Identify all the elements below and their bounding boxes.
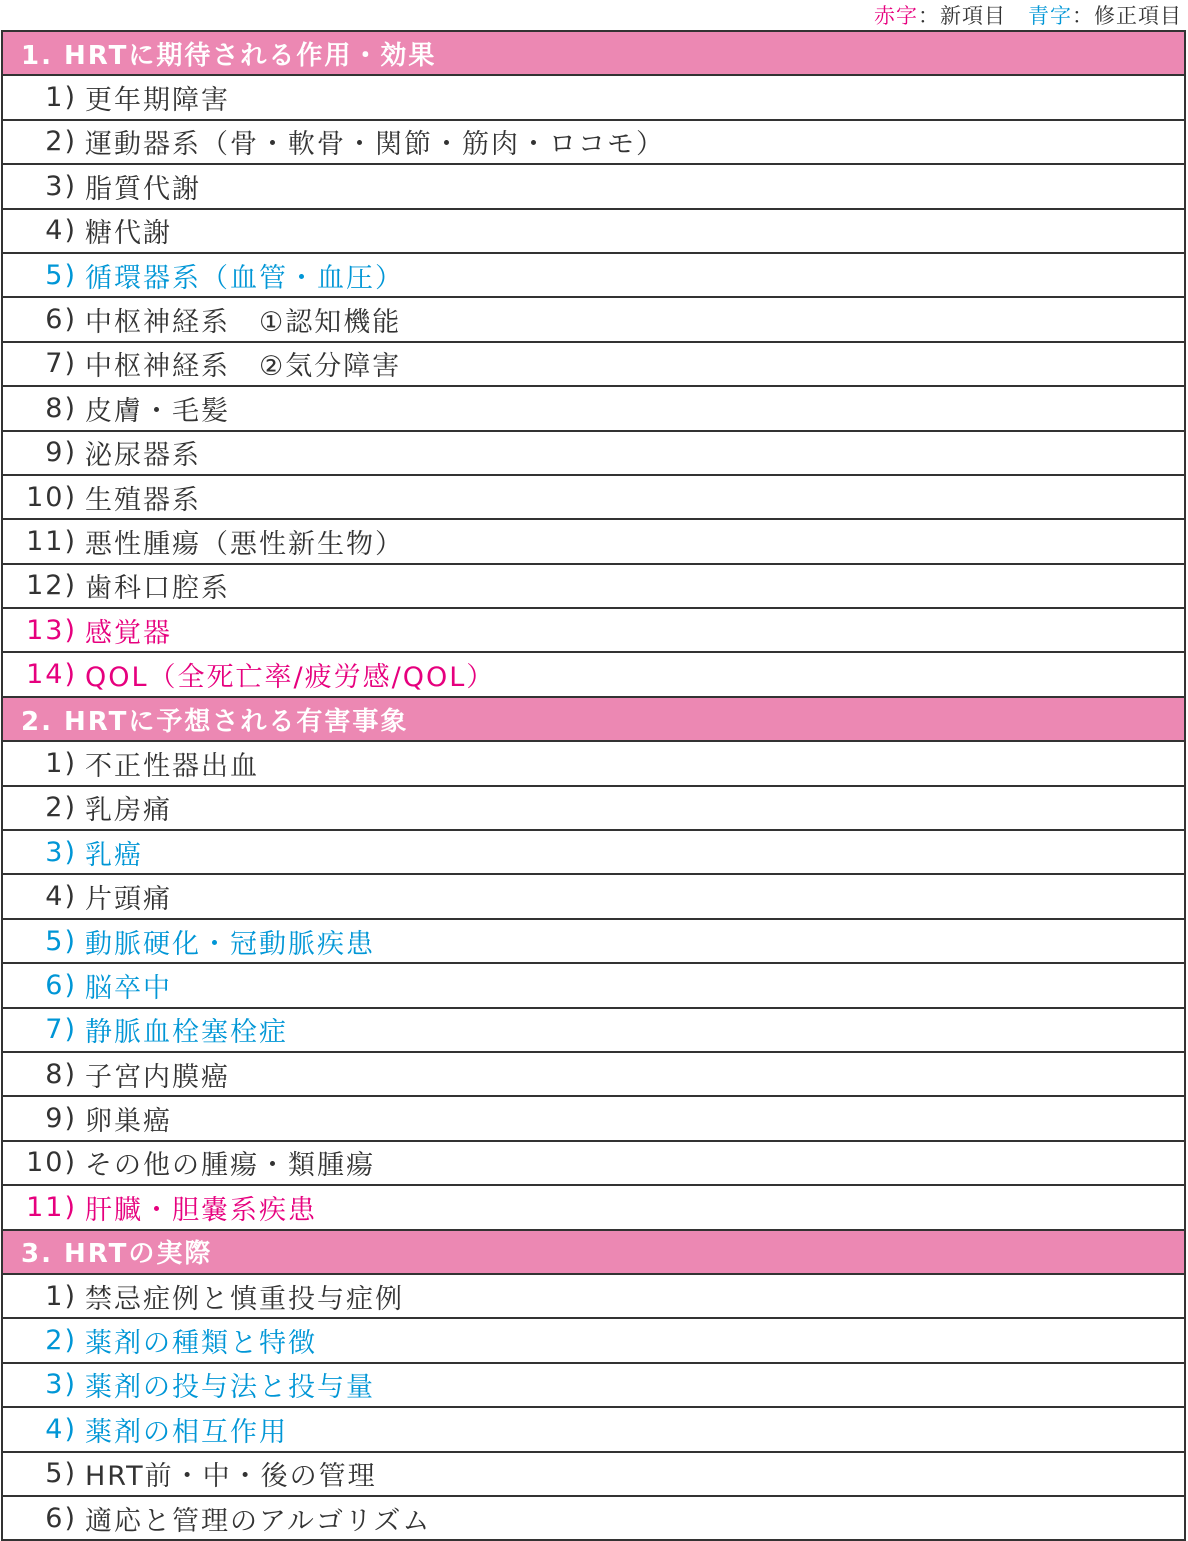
list-item	[3, 1186, 1184, 1230]
legend-blue-desc: ：修正項目	[1072, 4, 1182, 28]
item-number: 7)	[45, 348, 77, 380]
list-item	[3, 609, 1184, 653]
list-item	[3, 520, 1184, 564]
list-item	[3, 875, 1184, 919]
list-item	[3, 920, 1184, 964]
item-number: 6)	[45, 304, 77, 336]
list-item	[3, 210, 1184, 254]
item-number: 1)	[45, 747, 77, 779]
item-number: 12)	[26, 570, 77, 602]
list-item	[3, 742, 1184, 786]
item-number: 5)	[45, 925, 77, 957]
item-text: 薬剤の投与法と投与量	[85, 1372, 375, 1404]
legend-blue-label: 青字	[1028, 4, 1072, 28]
list-item	[3, 1408, 1184, 1452]
list-item	[3, 565, 1184, 609]
item-text: 動脈硬化・冠動脈疾患	[85, 928, 375, 960]
item-text: QOL（全死亡率/疲労感/QOL）	[85, 662, 496, 694]
list-item	[3, 165, 1184, 209]
list-item	[3, 1053, 1184, 1097]
item-number: 1)	[45, 82, 77, 114]
list-item	[3, 787, 1184, 831]
list-item	[3, 1453, 1184, 1497]
item-number: 9)	[45, 437, 77, 469]
item-text: 中枢神経系 ①認知機能	[85, 307, 402, 339]
item-number: 5)	[45, 1458, 77, 1490]
item-text: 歯科口腔系	[85, 573, 230, 605]
item-number: 6)	[45, 969, 77, 1001]
item-text: 脂質代謝	[85, 173, 201, 205]
item-number: 8)	[45, 1058, 77, 1090]
item-number: 8)	[45, 392, 77, 424]
item-number: 4)	[45, 881, 77, 913]
item-number: 4)	[45, 215, 77, 247]
list-item	[3, 1497, 1184, 1541]
item-number: 10)	[26, 1147, 77, 1179]
item-text: 泌尿器系	[85, 440, 201, 472]
list-item	[3, 1319, 1184, 1363]
list-item	[3, 653, 1184, 697]
item-number: 10)	[26, 481, 77, 513]
item-text: 適応と管理のアルゴリズム	[85, 1505, 432, 1537]
list-item	[3, 1142, 1184, 1186]
item-number: 5)	[45, 259, 77, 291]
outline-table	[1, 30, 1186, 1541]
item-text: 乳房痛	[85, 795, 172, 827]
list-item	[3, 1364, 1184, 1408]
item-number: 13)	[26, 614, 77, 646]
list-item	[3, 254, 1184, 298]
list-item	[3, 1009, 1184, 1053]
item-number: 2)	[45, 1325, 77, 1357]
section-header: 1. HRTに期待される作用・効果	[3, 32, 1184, 76]
list-item	[3, 121, 1184, 165]
item-number: 2)	[45, 792, 77, 824]
list-item	[3, 1275, 1184, 1319]
item-text: 乳癌	[85, 839, 143, 871]
item-number: 3)	[45, 1369, 77, 1401]
item-number: 11)	[26, 525, 77, 557]
legend	[0, 0, 1188, 30]
item-number: 11)	[26, 1191, 77, 1223]
legend-red-desc: ：新項目	[918, 4, 1006, 28]
item-text: 子宮内膜癌	[85, 1061, 230, 1093]
list-item	[3, 387, 1184, 431]
list-item	[3, 831, 1184, 875]
list-item	[3, 476, 1184, 520]
item-text: 感覚器	[85, 617, 172, 649]
item-text: その他の腫瘍・類腫瘍	[85, 1150, 375, 1182]
list-item	[3, 343, 1184, 387]
item-text: 悪性腫瘍（悪性新生物）	[85, 528, 404, 560]
item-text: 肝臓・胆嚢系疾患	[85, 1194, 317, 1226]
item-number: 1)	[45, 1280, 77, 1312]
item-text: 片頭痛	[85, 884, 172, 916]
item-text: 更年期障害	[85, 85, 230, 117]
item-text: HRT前・中・後の管理	[85, 1461, 377, 1493]
item-text: 薬剤の種類と特徴	[85, 1328, 317, 1360]
item-text: 運動器系（骨・軟骨・関節・筋肉・ロコモ）	[85, 129, 665, 161]
item-text: 糖代謝	[85, 218, 172, 250]
item-text: 静脈血栓塞栓症	[85, 1017, 288, 1049]
item-number: 2)	[45, 126, 77, 158]
item-text: 薬剤の相互作用	[85, 1416, 288, 1448]
list-item	[3, 1097, 1184, 1141]
item-text: 生殖器系	[85, 484, 201, 516]
legend-red-label: 赤字	[874, 4, 918, 28]
item-text: 脳卒中	[85, 972, 172, 1004]
item-number: 3)	[45, 836, 77, 868]
item-number: 6)	[45, 1502, 77, 1534]
item-number: 3)	[45, 170, 77, 202]
section-header: 2. HRTに予想される有害事象	[3, 698, 1184, 742]
list-item	[3, 432, 1184, 476]
item-number: 14)	[26, 659, 77, 691]
item-number: 7)	[45, 1014, 77, 1046]
list-item	[3, 76, 1184, 120]
item-text: 循環器系（血管・血圧）	[85, 262, 404, 294]
item-text: 皮膚・毛髪	[85, 395, 230, 427]
item-number: 9)	[45, 1103, 77, 1135]
item-text: 不正性器出血	[85, 750, 259, 782]
item-text: 禁忌症例と慎重投与症例	[85, 1283, 404, 1315]
section-header: 3. HRTの実際	[3, 1231, 1184, 1275]
item-text: 中枢神経系 ②気分障害	[85, 351, 402, 383]
list-item	[3, 298, 1184, 342]
item-text: 卵巣癌	[85, 1106, 172, 1138]
list-item	[3, 964, 1184, 1008]
item-number: 4)	[45, 1413, 77, 1445]
